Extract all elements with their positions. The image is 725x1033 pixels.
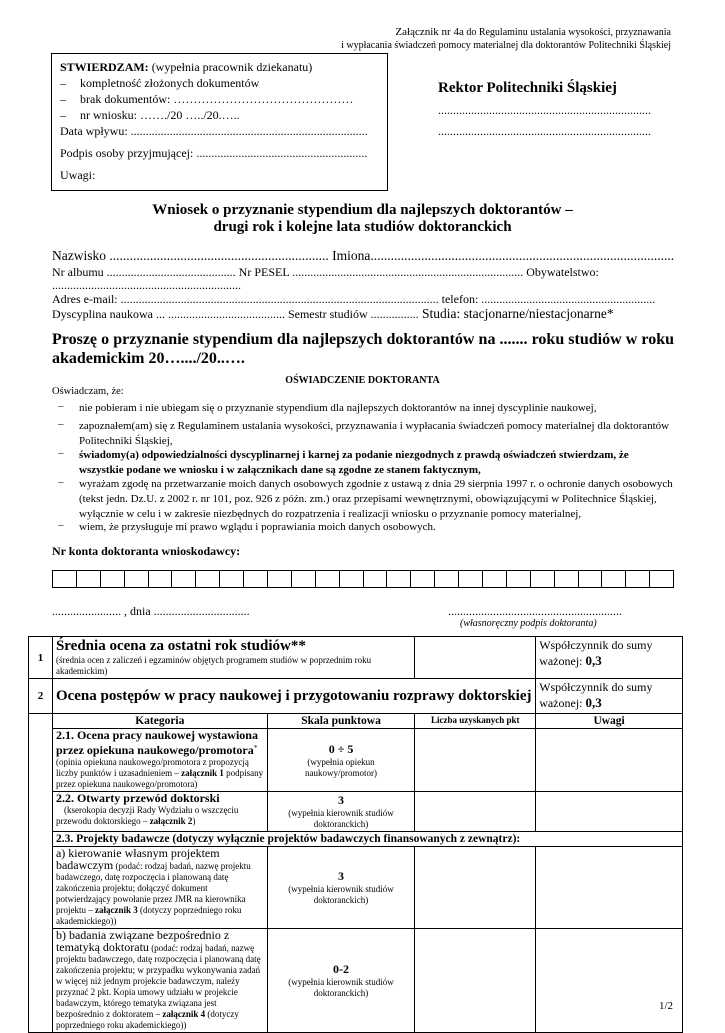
header-notes: Uwagi: [536, 714, 683, 729]
r21-desc: (opinia opiekuna naukowego/promotora z propozycją liczby punktów i uzasadnieniem –: [55, 757, 249, 778]
r23b-notes-cell[interactable]: [536, 929, 683, 1033]
bank-digit-cell[interactable]: [292, 571, 316, 587]
study-mode-field[interactable]: Studia: stacjonarne/niestacjonarne*: [418, 306, 614, 321]
bank-account-field[interactable]: [52, 570, 674, 588]
office-item-complete[interactable]: kompletność złożonych dokumentów: [80, 76, 260, 90]
r23a-desc: (podać: rodzaj badań, nazwę projektu badawczego, datę rozpoczęcia i planowaną datę zakończenia projektu; dołączyć dokument potwierdzający powołanie przez JMR na kierownika projektu –: [55, 861, 251, 915]
bank-digit-cell[interactable]: [77, 571, 101, 587]
table-row: [29, 929, 683, 1033]
request-text: [52, 330, 674, 368]
office-box-subtitle: (wypełnia pracownik dziekanatu): [148, 60, 313, 74]
spacer-cell: [29, 714, 53, 1033]
r23b-points-cell[interactable]: [415, 929, 536, 1033]
dash: –: [60, 108, 66, 122]
table-header-row: [29, 714, 683, 729]
r21-scale: 0 ÷ 5: [328, 741, 354, 756]
r23b-scale-note: (wypełnia kierownik studiów doktoranckich): [288, 977, 394, 998]
row2-coef-label: Współczynnik do sumy ważonej:: [539, 680, 653, 710]
bank-digit-cell[interactable]: [531, 571, 555, 587]
row1-points-cell[interactable]: [415, 637, 536, 679]
bank-account-label: Nr konta doktoranta wnioskodawcy:: [52, 544, 241, 558]
r23a-scale: 3: [338, 869, 345, 883]
r21-desc-end: podpisany przez opiekuna naukowego/promotora): [55, 768, 264, 789]
table-row: [29, 847, 683, 929]
declaration-heading: OŚWIADCZENIE DOKTORANTA: [285, 375, 440, 386]
row2-title: Ocena postępów w pracy naukowej i przygotowaniu rozprawy doktorskiej: [52, 679, 535, 714]
bank-digit-cell[interactable]: [602, 571, 626, 587]
row2-coef-value: 0,3: [585, 695, 602, 710]
bank-digit-cell[interactable]: [316, 571, 340, 587]
bullet: –: [58, 447, 64, 459]
bank-digit-cell[interactable]: [244, 571, 268, 587]
table-row: [29, 637, 683, 679]
bank-digit-cell[interactable]: [555, 571, 579, 587]
r21-title: 2.1. Ocena pracy naukowej wystawiona przez opiekuna naukowego/promotora: [55, 728, 258, 757]
declaration-item-5: wiem, że przysługuje mi prawo wglądu i poprawiania moich danych osobowych.: [79, 521, 436, 533]
form-title-line1: Wniosek o przyznanie stypendium dla najlepszych doktorantów –: [152, 202, 573, 218]
r22-scale: 3: [338, 793, 345, 807]
signature-caption: (własnoręczny podpis doktoranta): [460, 618, 597, 629]
r21-notes-cell[interactable]: [536, 729, 683, 792]
declaration-item-2: zapoznałem(am) się z Regulaminem ustalania wysokości, przyznawania i wypłacania świadczeń pomocy materialnej dla doktorantów Politechniki Śląskiej,: [79, 420, 670, 447]
bank-digit-cell[interactable]: [387, 571, 411, 587]
bank-digit-cell[interactable]: [483, 571, 507, 587]
attachment-line1: do Regulaminu ustalania wysokości, przyznawania: [463, 27, 671, 38]
request-line1: Proszę o przyznanie stypendium dla najlepszych doktorantów na ....... roku studiów w roku: [52, 331, 674, 348]
header-scale: Skala punktowa: [267, 714, 415, 729]
dash: –: [60, 92, 66, 106]
header-points: Liczba uzyskanych pkt: [415, 714, 536, 729]
bank-digit-cell[interactable]: [149, 571, 173, 587]
bullet: –: [58, 476, 64, 488]
r22-desc: (kserokopia decyzji Rady Wydziału o wszczęciu przewodu doktorskiego –: [55, 805, 239, 826]
addressee-title: Rektor Politechniki Śląskiej: [438, 80, 617, 96]
bank-digit-cell[interactable]: [579, 571, 603, 587]
r23a-attachment: załącznik 3: [94, 905, 138, 915]
office-item-missing[interactable]: brak dokumentów: ………………………………………: [80, 92, 354, 106]
bank-digit-cell[interactable]: [626, 571, 650, 587]
r22-title: 2.2. Otwarty przewód doktorski: [55, 791, 220, 805]
office-signature-field[interactable]: Podpis osoby przyjmującej: .........................................................: [60, 146, 368, 160]
r22-points-cell[interactable]: [415, 792, 536, 832]
r23b-desc: (podać: rodzaj badań, nazwę projektu badawczego, datę rozpoczęcia i planowaną datę zakończenia projektu; w przypadku wykonywania zadań w więcej niż jednym projekcie badawczym, należy przyznać 2 pkt. Kopia umowy udziału w projekcie badawczym, którego tematyka związana jest bezpośrednio z doktoratem –: [55, 943, 261, 1019]
footnote-mark: *: [253, 743, 258, 752]
discipline-field[interactable]: Dyscyplina naukowa ... ....................................... Semestr studiów ................: [52, 307, 419, 321]
office-box-title: STWIERDZAM:: [60, 60, 149, 74]
declaration-intro: Oświadczam, że:: [52, 386, 124, 397]
row1-coef-value: 0,3: [585, 653, 602, 668]
r22-scale-note: (wypełnia kierownik studiów doktoranckich): [288, 808, 394, 829]
table-row: [29, 679, 683, 714]
album-pesel-field[interactable]: Nr albumu ........................................... Nr PESEL ............................................................................. Obywatelstwo:: [52, 265, 599, 279]
declaration-item-3: świadomy(a) odpowiedzialności dyscyplinarnej i karnej za podanie niezgodnych z prawdą oświadczeń stwierdzam, że wszystkie podane we wniosku i w załącznikach dane są zgodne ze stanem faktycznym,: [79, 449, 629, 476]
dash: –: [60, 76, 66, 90]
request-line2: akademickim 20…..../20..….: [52, 350, 245, 367]
bullet: –: [58, 400, 64, 412]
r22-desc-end: ): [192, 816, 196, 826]
r23a-points-cell[interactable]: [415, 847, 536, 929]
bank-digit-cell[interactable]: [172, 571, 196, 587]
table-row: [29, 792, 683, 832]
bank-digit-cell[interactable]: [220, 571, 244, 587]
signature-field[interactable]: ..........................................................: [448, 604, 622, 618]
page-number: 1/2: [658, 1000, 673, 1012]
r22-notes-cell[interactable]: [536, 792, 683, 832]
table-row: [29, 729, 683, 792]
row1-coef-label: Współczynnik do sumy ważonej:: [539, 638, 653, 668]
bank-digit-cell[interactable]: [364, 571, 388, 587]
declaration-item-1: nie pobieram i nie ubiegam się o przyznanie stypendium dla najlepszych doktorantów na innej dyscyplinie naukowej,: [79, 402, 597, 414]
place-date-field[interactable]: ....................... , dnia ................................: [52, 604, 250, 618]
bank-digit-cell[interactable]: [268, 571, 292, 587]
r23b-attachment: załącznik 4: [162, 1009, 206, 1019]
bank-digit-cell[interactable]: [101, 571, 125, 587]
bank-digit-cell[interactable]: [650, 571, 673, 587]
row-number: 2: [29, 679, 53, 714]
attachment-line2: i wypłacania świadczeń pomocy materialnej dla doktorantów Politechniki Śląskiej: [341, 40, 671, 51]
bank-digit-cell[interactable]: [411, 571, 435, 587]
r23a-title: a) kierowanie własnym projektem badawczym: [55, 846, 220, 872]
office-use-box: [51, 53, 388, 191]
office-item-number[interactable]: nr wniosku: ……./20 …../20.…..: [80, 108, 240, 122]
table-row: [29, 832, 683, 847]
addressee-line-2[interactable]: .......................................................................: [438, 124, 651, 138]
bullet: –: [58, 418, 64, 430]
r22-attachment: załącznik 2: [149, 816, 193, 826]
r23b-scale: 0-2: [333, 962, 350, 976]
r21-scale-note: (wypełnia opiekun naukowy/promotor): [305, 756, 378, 778]
bank-digit-cell[interactable]: [340, 571, 364, 587]
r23a-scale-note: (wypełnia kierownik studiów doktoranckich): [288, 884, 394, 905]
bank-digit-cell[interactable]: [125, 571, 149, 587]
attachment-number: Załącznik nr 4a: [395, 26, 464, 38]
row1-description: (średnia ocen z zaliczeń i egzaminów objętych programem studiów w poprzednim roku akademickim): [55, 655, 372, 676]
citizenship-field[interactable]: ...............................................................: [52, 278, 241, 292]
row-number: 1: [29, 637, 53, 679]
r23b-title: b) badania związane bezpośrednio z tematyką doktoratu: [55, 928, 230, 954]
declaration-item-4: wyrażam zgodę na przetwarzanie moich danych osobowych zgodnie z ustawą z dnia 29 sierpnia 1997 r. o ochronie danych osobowych (tekst jedn. Dz.U. z 2002 r. nr 101, poz. 926 z późn. zm.) oraz przepisami wewnętrznymi, obowiązującymi w Politechnice Śląskiej, wyłącznie w celu i w zakresie niezbędnych do rozpatrzenia i realizacji wniosku o przyznanie pomocy materialnej,: [79, 478, 673, 520]
office-notes-field[interactable]: Uwagi:: [60, 168, 96, 182]
header-category: Kategoria: [52, 714, 267, 729]
bank-digit-cell[interactable]: [196, 571, 220, 587]
office-date-field[interactable]: Data wpływu: ...............................................................................: [60, 124, 368, 138]
form-title-line2: drugi rok i kolejne lata studiów doktoranckich: [213, 219, 512, 235]
r21-attachment: załącznik 1: [181, 768, 224, 778]
addressee-line-1[interactable]: .......................................................................: [438, 103, 651, 117]
r23a-desc-end: (dotyczy poprzedniego roku akademickiego)): [55, 905, 242, 926]
bank-digit-cell[interactable]: [459, 571, 483, 587]
bank-digit-cell[interactable]: [507, 571, 531, 587]
r23b-desc-end: (dotyczy poprzedniego roku akademickiego)): [55, 1009, 239, 1030]
r21-points-cell[interactable]: [415, 729, 536, 792]
email-phone-field[interactable]: Adres e-mail: .......................................................................................................... telefon: ..........................................................: [52, 292, 656, 306]
attachment-header: [341, 26, 671, 52]
bullet: –: [58, 519, 64, 531]
r23-title: 2.3. Projekty badawcze (dotyczy wyłącznie projektów badawczych finansowanych z zewnątrz):: [52, 832, 682, 847]
criteria-table: [28, 636, 683, 1033]
r23a-notes-cell[interactable]: [536, 847, 683, 929]
name-field[interactable]: Nazwisko ................................................................. Imiona..........................................................................................: [52, 248, 675, 263]
bank-digit-cell[interactable]: [435, 571, 459, 587]
bank-digit-cell[interactable]: [53, 571, 77, 587]
row1-title: Średnia ocena za ostatni rok studiów**: [55, 638, 306, 654]
